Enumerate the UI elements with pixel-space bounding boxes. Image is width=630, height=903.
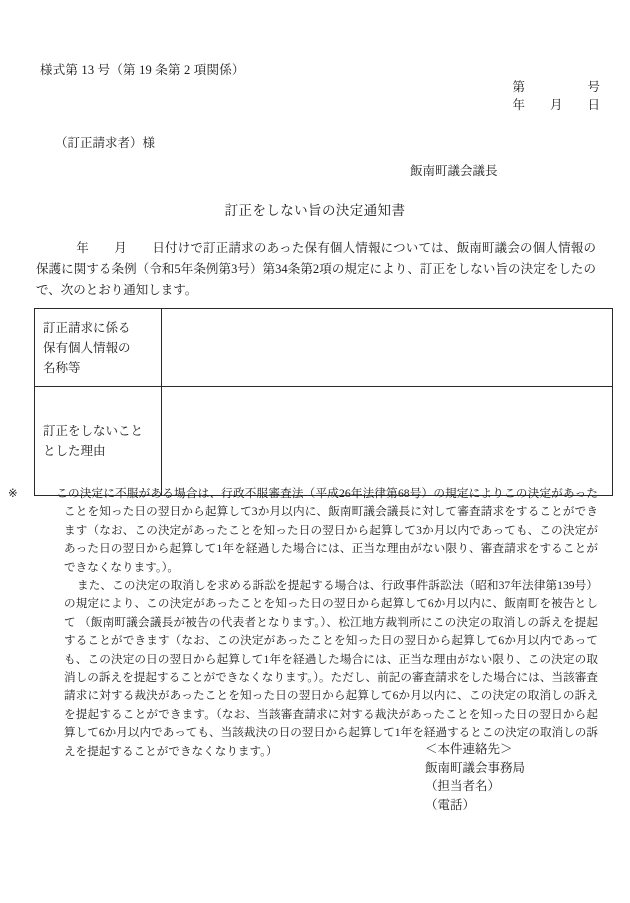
note-paragraph-1-text: この決定に不服がある場合は、行政不服審査法（平成26年法律第68号）の規定によりこの決定があったことを知った日の翌日から起算して3か月以内に、飯南町議会議長に対して審査請求をすることができます（なお、この決定があったことを知った日の翌日から起算して3か月以内であっても、この決定があった日の翌日から起算して1年を経過した場合には、正当な理由がない限り、審査請求をすることができなくなります。）。 [56, 487, 598, 574]
document-number-line: 第 号 [512, 80, 600, 94]
addressee-line: （訂正請求者）様 [55, 136, 156, 150]
table-row [35, 387, 613, 496]
note-marker-icon: ※ [8, 487, 18, 500]
note-block [8, 485, 598, 761]
document-title: 訂正をしない旨の決定通知書 [224, 203, 406, 218]
form-table [34, 308, 613, 496]
table-row [35, 309, 613, 387]
body-paragraph-text: 年 月 日付けで訂正請求のあった保有個人情報については、飯南町議会の個人情報の保護に関する条例（令和5年条例第3号）第34条第2項の規定により、訂正をしない旨の決定をしたので、次のとおり通知します。 [36, 241, 596, 297]
row-value-reason[interactable] [162, 387, 613, 496]
contact-block [425, 740, 525, 814]
row-value-target-information[interactable] [162, 309, 613, 387]
form-number: 様式第 13 号（第 19 条第 2 項関係） [40, 63, 245, 77]
document-meta-block [512, 78, 600, 114]
body-paragraph [36, 238, 596, 301]
row-label-target-information: 訂正請求に係る 保有個人情報の 名称等 [35, 309, 162, 387]
contact-phone: （電話） [425, 797, 476, 812]
row-label-reason: 訂正をしないこと とした理由 [35, 387, 162, 496]
note-paragraph-2-text: また、この決定の取消しを求める訴訟を提起する場合は、行政事件訴訟法（昭和37年法律第139号）の規定により、この決定があったことを知った日の翌日から起算して6か月以内に、飯南町を被告として （飯南町議会議長が被告の代表者となります。）、松江地方裁判所にこの決定の取消しの訴えを提起することができます（なお、この決定があったことを知った日の翌日から起算して6か月以内であっても、この決定の日の翌日から起算して1年を経過した場合には、正当な理由がない限り、この決定の取消しの訴えを提起することができなくなります。）。ただし、前記の審査請求をした場合には、当該審査請求に対する裁決があったことを知った日の翌日から起算して6か月以内に、この決定の取消しの訴えを提起することができます。（なお、当該審査請求に対する裁決があったことを知った日の翌日から起算して6か月以内であっても、当該裁決の日の翌日から起算して1年を経過するとこの決定の取消しの訴えを提起することができなくなります。） [64, 579, 598, 758]
contact-heading: ＜本件連絡先＞ [425, 742, 513, 756]
note-paragraph-2 [36, 577, 598, 761]
note-paragraph-1 [8, 485, 598, 577]
document-date-line: 年 月 日 [512, 98, 600, 112]
issuer-name: 飯南町議会議長 [410, 164, 498, 178]
contact-person: （担当者名） [425, 779, 501, 793]
contact-office: 飯南町議会事務局 [425, 760, 526, 775]
